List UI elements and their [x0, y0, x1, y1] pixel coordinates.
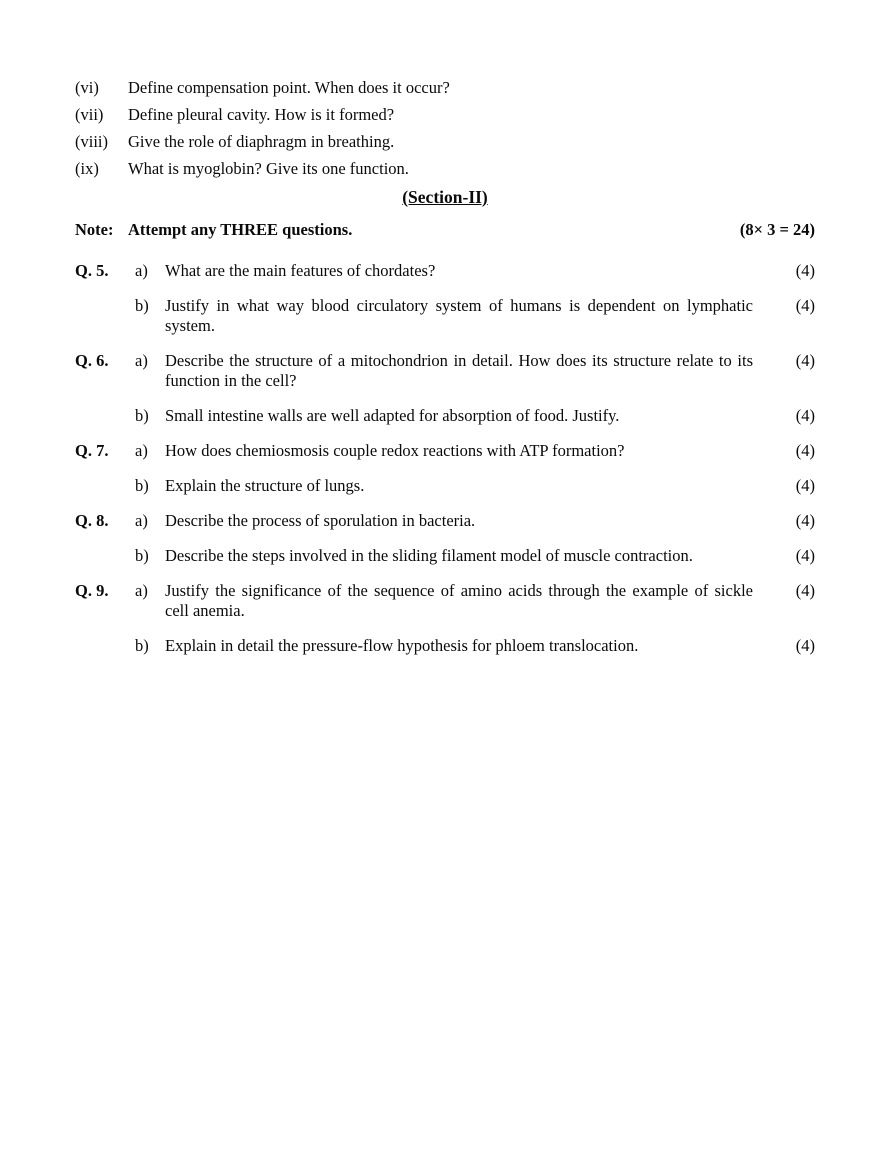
part-text: What are the main features of chordates?	[165, 261, 436, 280]
part-text: Explain the structure of lungs.	[165, 476, 365, 495]
part-text: How does chemiosmosis couple redox reactions with ATP formation?	[165, 441, 625, 460]
part-marks: (4)	[795, 296, 815, 315]
short-question-text: Define compensation point. When does it occur?	[128, 78, 450, 97]
note-text: Attempt any THREE questions.	[128, 220, 353, 239]
part-text: Justify the significance of the sequence of amino acids through the example of sickle cell anemia.	[165, 581, 753, 620]
question-5-part-a	[75, 261, 815, 281]
part-letter: a)	[135, 261, 148, 280]
note-row	[75, 220, 815, 240]
question-9-part-a	[75, 581, 815, 621]
question-8-part-b	[75, 546, 815, 566]
short-question-text: Define pleural cavity. How is it formed?	[128, 105, 395, 124]
part-letter: b)	[135, 406, 149, 425]
part-letter: b)	[135, 636, 149, 655]
question-8-part-a	[75, 511, 815, 531]
part-letter: b)	[135, 476, 149, 495]
part-marks: (4)	[795, 261, 815, 280]
part-text: Describe the process of sporulation in bacteria.	[165, 511, 476, 530]
question-number: Q. 5.	[75, 261, 109, 280]
part-letter: a)	[135, 351, 148, 370]
part-text: Justify in what way blood circulatory system of humans is dependent on lymphatic system.	[165, 296, 753, 335]
short-question-vi	[75, 78, 815, 97]
note-label: Note:	[75, 220, 114, 239]
part-marks: (4)	[795, 511, 815, 530]
question-5-part-b	[75, 296, 815, 336]
part-text: Explain in detail the pressure-flow hypothesis for phloem translocation.	[165, 636, 639, 655]
question-number: Q. 7.	[75, 441, 109, 460]
part-letter: a)	[135, 581, 148, 600]
question-number: Q. 9.	[75, 581, 109, 600]
short-question-viii	[75, 132, 815, 151]
question-7-part-a	[75, 441, 815, 461]
part-marks: (4)	[795, 581, 815, 600]
part-letter: a)	[135, 441, 148, 460]
part-marks: (4)	[795, 351, 815, 370]
part-text: Describe the steps involved in the sliding filament model of muscle contraction.	[165, 546, 693, 565]
part-marks: (4)	[795, 441, 815, 460]
short-question-number: (vii)	[75, 105, 104, 124]
part-text: Small intestine walls are well adapted for absorption of food. Justify.	[165, 406, 620, 425]
part-marks: (4)	[795, 636, 815, 655]
part-text: Describe the structure of a mitochondrion in detail. How does its structure relate to its function in the cell?	[165, 351, 753, 390]
part-marks: (4)	[795, 406, 815, 425]
short-question-vii	[75, 105, 815, 124]
part-letter: b)	[135, 296, 149, 315]
part-marks: (4)	[795, 476, 815, 495]
short-question-text: Give the role of diaphragm in breathing.	[128, 132, 395, 151]
question-6-part-a	[75, 351, 815, 391]
short-question-number: (viii)	[75, 132, 108, 151]
question-number: Q. 8.	[75, 511, 109, 530]
question-number: Q. 6.	[75, 351, 109, 370]
short-question-ix	[75, 159, 815, 178]
section-heading	[75, 186, 815, 208]
part-letter: a)	[135, 511, 148, 530]
question-6-part-b	[75, 406, 815, 426]
part-letter: b)	[135, 546, 149, 565]
part-marks: (4)	[795, 546, 815, 565]
question-7-part-b	[75, 476, 815, 496]
short-question-text: What is myoglobin? Give its one function.	[128, 159, 409, 178]
question-9-part-b	[75, 636, 815, 656]
section-heading-text: (Section-II)	[402, 187, 488, 207]
note-total-marks: (8× 3 = 24)	[739, 220, 815, 239]
short-question-number: (vi)	[75, 78, 99, 97]
short-question-number: (ix)	[75, 159, 99, 178]
